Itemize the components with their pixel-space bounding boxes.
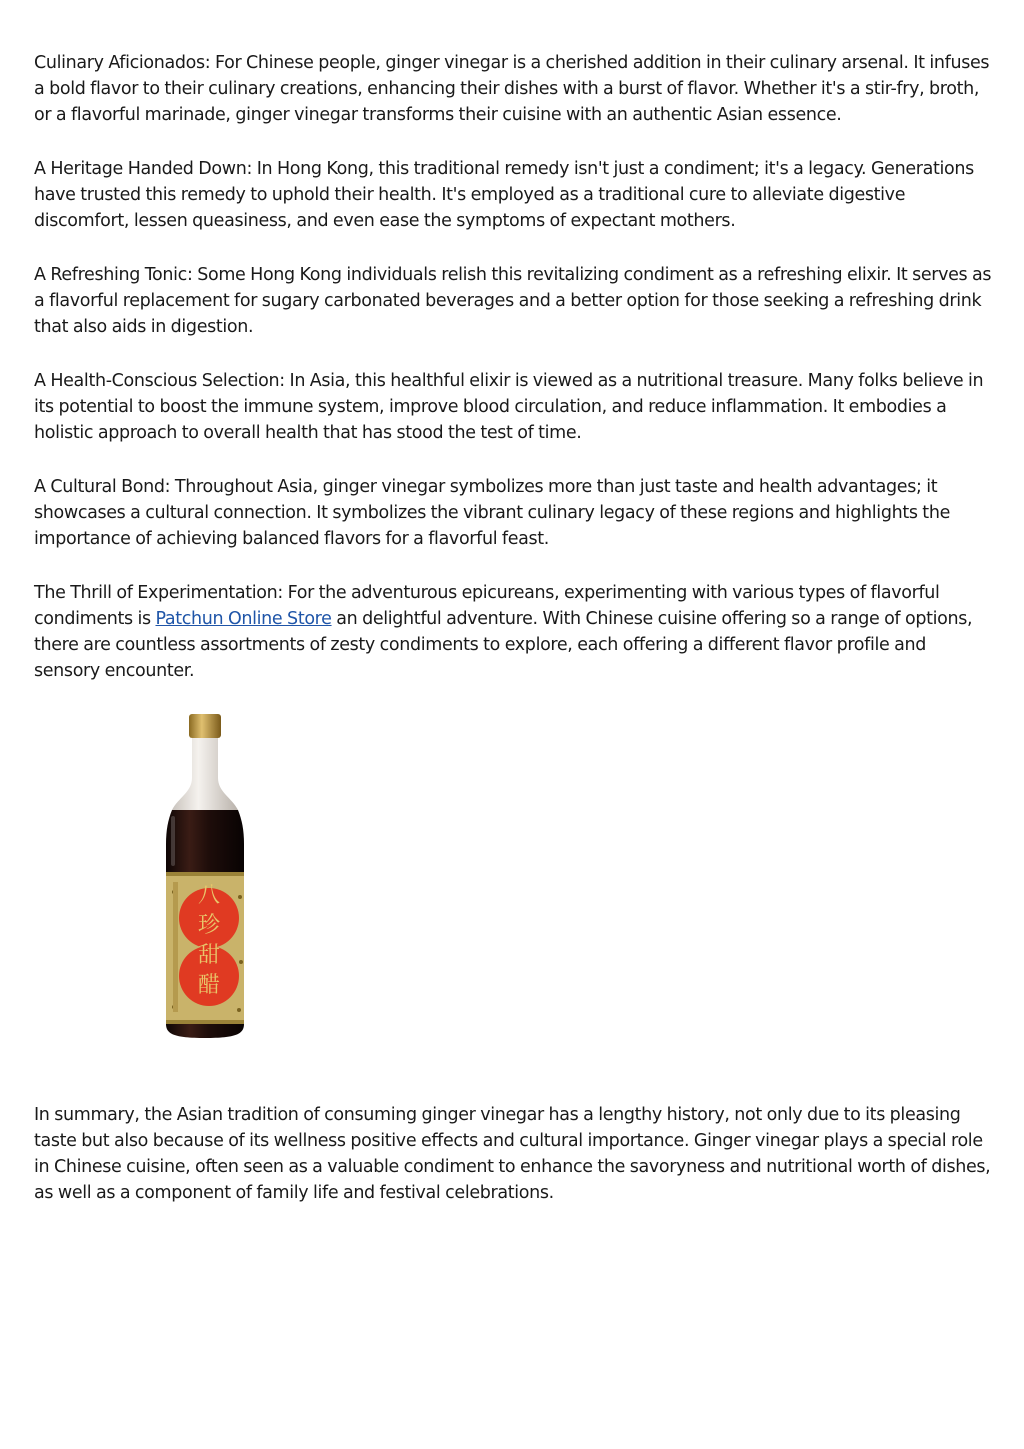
bottle-label-char: 八 [197, 883, 221, 908]
paragraph-cultural-bond: A Cultural Bond: Throughout Asia, ginger vinegar symbolizes more than just taste and health advantages; it showcases a cultural connection. It symbolizes the vibrant culinary legacy of these regions and highlights the importance of achieving balanced flavors for a flavorful feast. [34, 477, 950, 549]
article-body [34, 50, 994, 1234]
patchun-online-store-link[interactable]: Patchun Online Store [155, 609, 332, 629]
vinegar-bottle-illustration [162, 712, 252, 1042]
bottle-neck [172, 738, 238, 810]
paragraph-culinary-aficionados: Culinary Aficionados: For Chinese people, ginger vinegar is a cherished addition in their culinary arsenal. It infuses a bold flavor to their culinary creations, enhancing their dishes with a burst of flavor. Whether it's a stir-fry, broth, or a flavorful marinade, ginger vinegar transforms their cuisine with an authentic Asian essence. [34, 53, 990, 125]
paragraph-thrill-of-experimentation [34, 580, 994, 684]
paragraph-heritage: A Heritage Handed Down: In Hong Kong, this traditional remedy isn't just a condiment; it's a legacy. Generations have trusted this remedy to uphold their health. It's employed as a traditional cure to alleviate digestive discomfort, lessen queasiness, and even ease the symptoms of expectant mothers. [34, 159, 974, 231]
bottle-label-char: 甜 [197, 943, 221, 968]
paragraph-summary: In summary, the Asian tradition of consuming ginger vinegar has a lengthy history, not only due to its pleasing taste but also because of its wellness positive effects and cultural importance. Ginger vinegar plays a special role in Chinese cuisine, often seen as a valuable condiment to enhance the savoryness and nutritional worth of dishes, as well as a component of family life and festival celebrations. [34, 1105, 991, 1203]
bottle-label-char: 珍 [197, 913, 221, 938]
paragraph-refreshing-tonic: A Refreshing Tonic: Some Hong Kong individuals relish this revitalizing condiment as a refreshing elixir. It serves as a flavorful replacement for sugary carbonated beverages and a better option for those seeking a refreshing drink that also aids in digestion. [34, 265, 992, 337]
bottle-label-char: 醋 [197, 973, 221, 998]
thrill-text-after-link: an delightful adventure. With Chinese cuisine offering so a range of options, there are countless assortments of zesty condiments to explore, each offering a different flavor profile and sensory encounter. [34, 609, 973, 681]
bottle-cap [189, 714, 221, 738]
thrill-text-before-link: The Thrill of Experimentation: For the adventurous epicureans, experimenting with various types of flavorful condiments is [34, 583, 940, 629]
vinegar-bottle-image [162, 712, 252, 1042]
paragraph-health-conscious: A Health-Conscious Selection: In Asia, this healthful elixir is viewed as a nutritional treasure. Many folks believe in its potential to boost the immune system, improve blood circulation, and reduce inflammation. It embodies a holistic approach to overall health that has stood the test of time. [34, 371, 984, 443]
